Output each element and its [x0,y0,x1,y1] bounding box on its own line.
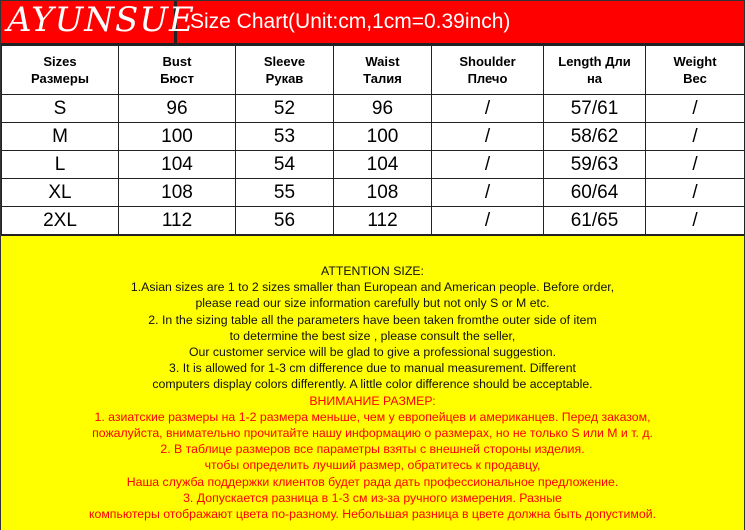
cell-waist: 96 [334,95,432,123]
cell-sleeve: 54 [236,151,334,179]
cell-weight: / [646,207,745,235]
cell-shoulder: / [432,151,544,179]
header-weight: Weight Вес [646,46,745,95]
cell-length: 59/63 [544,151,646,179]
cell-sleeve: 56 [236,207,334,235]
cell-shoulder: / [432,123,544,151]
size-table [1,45,745,235]
cell-size: S [2,95,119,123]
notes-line-ru: пожалуйста, внимательно прочитайте нашу информацию о размерах, но не только S или M и т. д. [92,426,653,441]
table-row [2,123,745,151]
cell-size: 2XL [2,207,119,235]
table-header-row [2,46,745,95]
notes-heading-en: ATTENTION SIZE: [321,264,424,278]
header-sizes: Sizes Размеры [2,46,119,95]
brand-box [1,0,195,43]
header-banner [1,1,744,45]
cell-bust: 112 [119,207,236,235]
cell-length: 58/62 [544,123,646,151]
brand-logo: AYUNSUE [7,0,195,40]
cell-waist: 108 [334,179,432,207]
notes-line-en: 3. It is allowed for 1-3 cm difference due to manual measurement. Different [169,361,576,376]
header-waist: Waist Талия [334,46,432,95]
cell-weight: / [646,123,745,151]
chart-title: Size Chart(Unit:cm,1cm=0.39inch) [190,10,511,33]
cell-weight: / [646,179,745,207]
cell-bust: 100 [119,123,236,151]
header-bust: Bust Бюст [119,46,236,95]
cell-waist: 100 [334,123,432,151]
notes-line-en: 2. In the sizing table all the parameters have been taken fromthe outer side of item [148,312,597,327]
notes-line-en: to determine the best size , please consult the seller, [229,328,516,343]
cell-shoulder: / [432,179,544,207]
cell-waist: 112 [334,207,432,235]
notes-line-ru: 2. В таблице размеров все параметры взяты с внешней стороны изделия. [160,442,585,457]
cell-size: XL [2,179,119,207]
notes-line-en: 1.Asian sizes are 1 to 2 sizes smaller than European and American people. Before order, [130,280,615,295]
size-notes-panel [1,235,744,530]
header-length: Length Дли на [544,46,646,95]
table-row [2,179,745,207]
cell-size: L [2,151,119,179]
notes-line-ru: компьютеры отображают цвета по-разному. Небольшая разница в цвете должна быть допустимой. [88,507,656,522]
notes-line-en: computers display colors differently. A little color difference should be acceptable. [152,377,593,392]
cell-length: 57/61 [544,95,646,123]
notes-line-en: please read our size information carefully but not only S or M etc. [195,296,550,311]
cell-weight: / [646,95,745,123]
notes-heading-ru: ВНИМАНИЕ РАЗМЕР: [309,393,436,408]
cell-weight: / [646,151,745,179]
notes-line-ru: 1. азиатские размеры на 1-2 размера меньше, чем у европейцев и американцев. Перед заказом, [94,409,651,424]
notes-line-ru: Наша служба поддержки клиентов будет рада дать профессиональное предложение. [126,474,619,489]
header-sleeve: Sleeve Рукав [236,46,334,95]
notes-line-ru: 3. Допускается разница в 1-3 см из-за ручного измерения. Разные [183,490,562,505]
table-row [2,95,745,123]
cell-shoulder: / [432,95,544,123]
cell-bust: 104 [119,151,236,179]
cell-waist: 104 [334,151,432,179]
cell-sleeve: 52 [236,95,334,123]
cell-length: 60/64 [544,179,646,207]
table-row [2,151,745,179]
cell-shoulder: / [432,207,544,235]
cell-bust: 108 [119,179,236,207]
cell-sleeve: 53 [236,123,334,151]
notes-line-ru: чтобы определить лучший размер, обратитесь к продавцу, [204,458,541,473]
cell-size: M [2,123,119,151]
cell-bust: 96 [119,95,236,123]
notes-line-en: Our customer service will be glad to give a professional suggestion. [188,345,557,360]
table-row [2,207,745,235]
cell-length: 61/65 [544,207,646,235]
cell-sleeve: 55 [236,179,334,207]
header-shoulder: Shoulder Плечо [432,46,544,95]
